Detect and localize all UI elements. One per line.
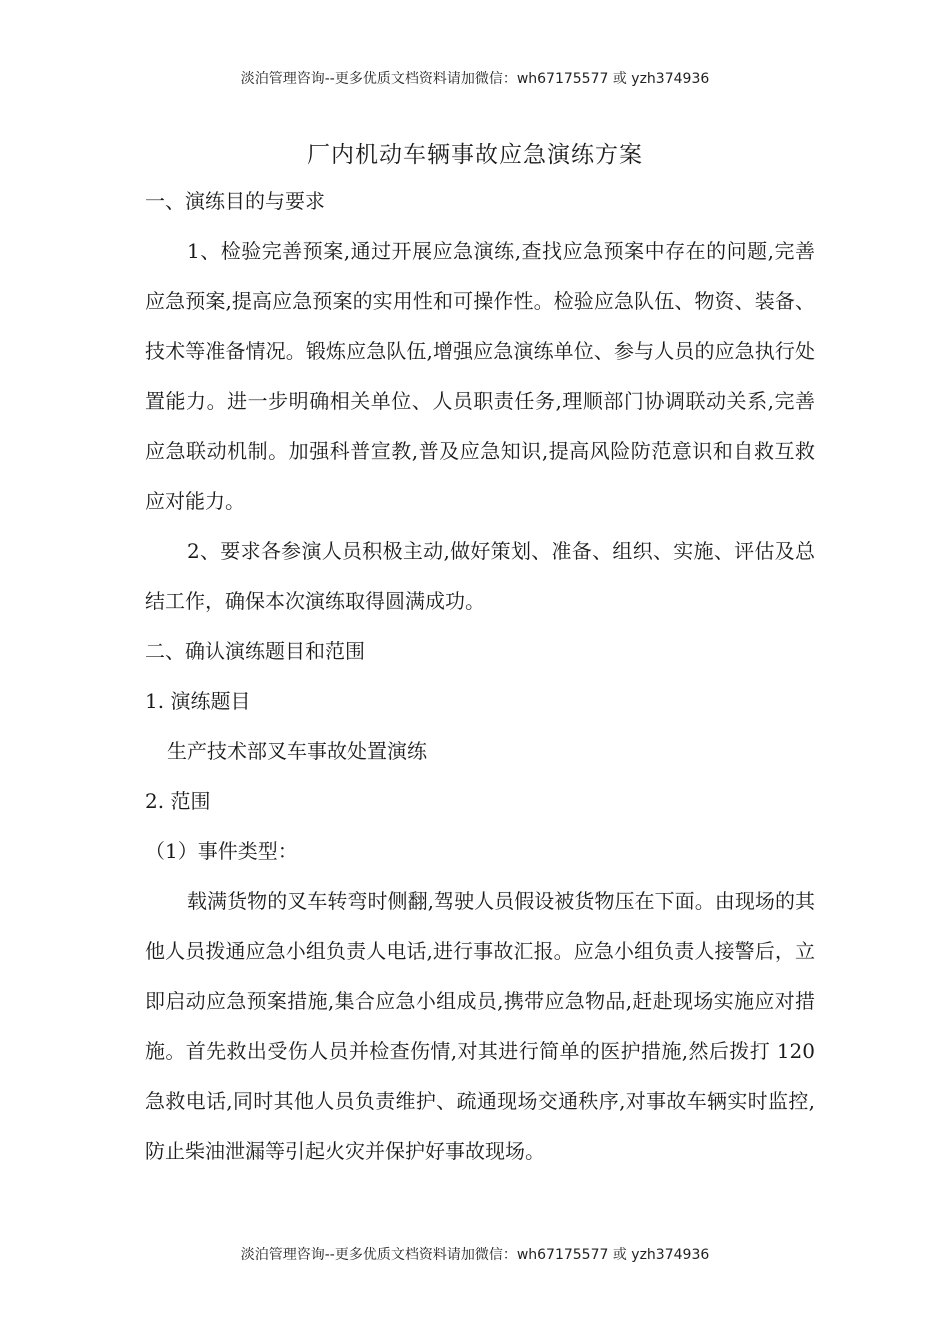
sub1-label: （1）事件类型：: [145, 839, 298, 863]
page-footer-watermark: 淡泊管理咨询--更多优质文档资料请加微信：wh67175577 或 yzh374936: [240, 1247, 710, 1263]
sub1-content: 载满货物的叉车转弯时侧翻,驾驶人员假设被货物压在下面。由现场的其他人员拨通应急小组负责人电话,进行事故汇报。应急小组负责人接警后，立即启动应急预案措施,集合应急小组成员,携带应急物品,赶赴现场实施应对措施。首先救出受伤人员并检查伤情,对其进行简单的医护措施,然后拨打 120 急救电话,同时其他人员负责维护、疏通现场交通秩序,对事故车辆实时监控,防止柴油泄漏等引起火灾并保护好事故现场。: [145, 889, 815, 1163]
item1-label: 1. 演练题目: [145, 689, 251, 713]
item1-content: 生产技术部叉车事故处置演练: [167, 739, 427, 763]
section1-paragraph-2: 2、要求各参演人员积极主动,做好策划、准备、组织、实施、评估及总结工作，确保本次演练取得圆满成功。: [145, 539, 815, 613]
page-header-watermark: 淡泊管理咨询--更多优质文档资料请加微信：wh67175577 或 yzh374936: [240, 71, 710, 87]
document-title: 厂内机动车辆事故应急演练方案: [307, 142, 643, 168]
section1-paragraph-1: 1、检验完善预案,通过开展应急演练,查找应急预案中存在的问题,完善应急预案,提高应急预案的实用性和可操作性。检验应急队伍、物资、装备、技术等准备情况。锻炼应急队伍,增强应急演练单位、参与人员的应急执行处置能力。进一步明确相关单位、人员职责任务,理顺部门协调联动关系,完善应急联动机制。加强科普宣教,普及应急知识,提高风险防范意识和自救互救应对能力。: [145, 239, 815, 513]
section1-heading: 一、演练目的与要求: [145, 189, 325, 213]
item2-label: 2. 范围: [145, 789, 211, 813]
section2-heading: 二、确认演练题目和范围: [145, 639, 365, 663]
document-body: [145, 176, 815, 1176]
